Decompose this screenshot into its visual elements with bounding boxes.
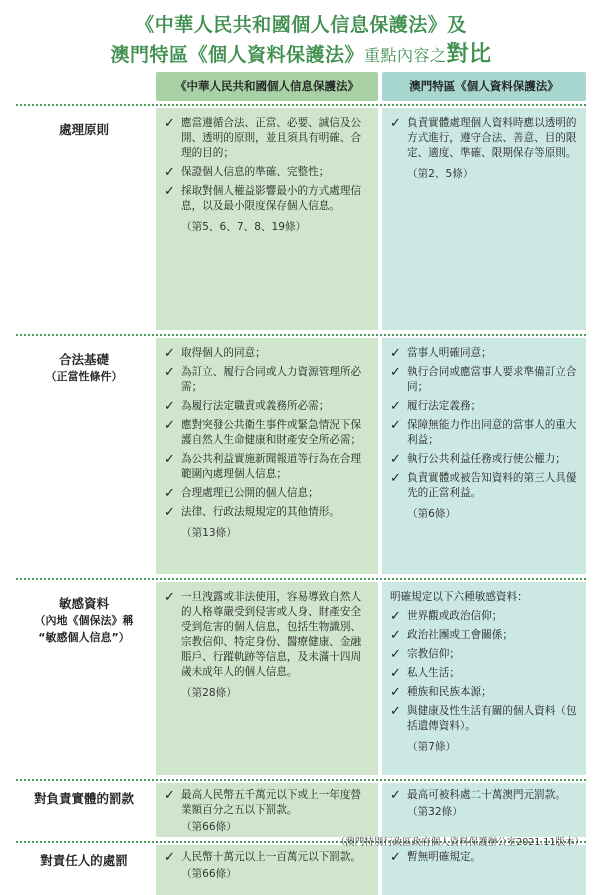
check-icon: ✓ [164, 116, 175, 131]
item-text: 與健康及性生活有關的個人資料（包括遺傳資料）。 [407, 705, 577, 732]
row-separator [16, 334, 586, 336]
mainland-cell [156, 108, 378, 330]
article-reference: （第6條） [407, 508, 457, 520]
check-icon: ✓ [390, 788, 401, 803]
check-icon: ✓ [164, 505, 175, 520]
list-item [390, 418, 578, 448]
list-item [164, 165, 370, 180]
article-reference: （第66條） [181, 868, 237, 880]
list-item [164, 346, 370, 361]
item-text: 履行法定義務； [407, 400, 482, 412]
article-reference: （第7條） [407, 741, 457, 753]
item-text: 執行公共利益任務或行使公權力； [407, 453, 566, 465]
item-text: 保證個人信息的準確、完整性； [181, 166, 330, 178]
list-item [164, 418, 370, 448]
item-text: 世界觀或政治信仰； [407, 610, 503, 622]
article-reference: （第5、6、7、8、19條） [181, 221, 307, 233]
item-text: 保障無能力作出同意的當事人的重大利益； [407, 419, 577, 446]
list-item [390, 452, 578, 467]
list-item [164, 850, 370, 865]
check-icon: ✓ [390, 471, 401, 486]
item-text: 一旦洩露或非法使用，容易導致自然人的人格尊嚴受到侵害或人身、財產安全受到危害的個人信息，包括生物識別、宗教信仰、特定身份、醫療健康、金融賬戶、行蹤軌跡等信息，及未滿十四周歲未成年人的個人信息。 [181, 591, 362, 678]
category-label: 敏感資料 [58, 596, 109, 611]
item-text: 為履行法定職責或義務所必需； [181, 400, 330, 412]
list-item [390, 850, 578, 865]
item-text: 暫無明確規定。 [407, 851, 482, 863]
page-title-line2 [0, 37, 602, 68]
item-text: 當事人明確同意； [407, 347, 492, 359]
item-text: 法律、行政法規規定的其他情形。 [181, 506, 340, 518]
check-icon: ✓ [390, 685, 401, 700]
check-icon: ✓ [390, 647, 401, 662]
row-separator [16, 104, 586, 106]
row-category [16, 594, 152, 646]
list-item [164, 505, 370, 520]
item-text: 為公共利益實施新聞報道等行為在合理範圍內處理個人信息； [181, 453, 362, 480]
check-icon: ✓ [164, 165, 175, 180]
row-category [16, 120, 152, 138]
title-line2-part-a: 澳門特區《個人資料保護法》 [110, 44, 364, 66]
item-text: 最高人民幣五千萬元以下或上一年度營業額百分之五以下罰款。 [181, 789, 362, 816]
table-header-row [16, 72, 586, 101]
item-text: 為訂立、履行合同或人力資源管理所必需； [181, 366, 362, 393]
category-label: 合法基礎 [58, 352, 109, 367]
article-reference: （第13條） [181, 527, 237, 539]
macao-cell [382, 582, 586, 775]
check-icon: ✓ [164, 590, 175, 605]
table-row [16, 783, 586, 837]
check-icon: ✓ [390, 346, 401, 361]
row-separator [16, 779, 586, 781]
title-line1-text: 《中華人民共和國個人信息保護法》及 [135, 14, 467, 36]
list-item [390, 704, 578, 734]
list-item [390, 628, 578, 643]
item-text: 宗教信仰； [407, 648, 460, 660]
page-title-line1 [0, 10, 602, 37]
mainland-cell [156, 582, 378, 775]
article-reference: （第2、5條） [407, 168, 474, 180]
category-sublabel-2: “敏感個人信息”） [38, 631, 130, 644]
title-line2-part-c: 對比 [446, 42, 492, 67]
list-item [390, 685, 578, 700]
table-row [16, 338, 586, 574]
source-footnote: （澳門特別行政區政府個人資料保護辦公室2021.11版本） [335, 837, 584, 848]
check-icon: ✓ [390, 116, 401, 131]
check-icon: ✓ [164, 486, 175, 501]
list-item [164, 486, 370, 501]
item-text: 私人生活； [407, 667, 460, 679]
row-category [16, 350, 152, 385]
check-icon: ✓ [390, 399, 401, 414]
check-icon: ✓ [390, 365, 401, 380]
check-icon: ✓ [390, 704, 401, 719]
check-icon: ✓ [164, 399, 175, 414]
item-text: 採取對個人權益影響最小的方式處理信息，以及最小限度保存個人信息。 [181, 185, 362, 212]
category-label: 處理原則 [58, 122, 109, 137]
article-reference: （第32條） [407, 806, 463, 818]
item-text: 執行合同或應當事人要求準備訂立合同； [407, 366, 577, 393]
list-item [164, 116, 370, 161]
list-item [390, 365, 578, 395]
check-icon: ✓ [164, 418, 175, 433]
list-item [164, 399, 370, 414]
check-icon: ✓ [164, 788, 175, 803]
macao-cell [382, 783, 586, 837]
list-item [164, 788, 370, 818]
item-text: 負責實體處理個人資料時應以透明的方式進行，遵守合法、善意、目的限定、適度、準確、限期保存等原則。 [407, 117, 577, 159]
list-item [390, 399, 578, 414]
row-category [16, 851, 152, 869]
item-text: 負責實體或被告知資料的第三人具優先的正當利益。 [407, 472, 577, 499]
category-sublabel: （內地《個保法》稱 [34, 614, 134, 627]
list-item [164, 590, 370, 680]
list-item [390, 666, 578, 681]
category-label: 對負責實體的罰款 [33, 791, 134, 806]
list-item [390, 609, 578, 624]
list-item [164, 184, 370, 214]
check-icon: ✓ [390, 850, 401, 865]
mainland-cell [156, 338, 378, 574]
list-item [164, 452, 370, 482]
article-reference: （第66條） [181, 821, 237, 833]
row-category [16, 789, 152, 807]
list-item [390, 647, 578, 662]
item-text: 應當遵循合法、正當、必要、誠信及公開、透明的原則，並且須具有明確、合理的目的； [181, 117, 362, 159]
category-label: 對責任人的處罰 [40, 853, 128, 868]
item-text: 政治社團或工會關係； [407, 629, 513, 641]
item-text: 合理處理已公開的個人信息； [181, 487, 319, 499]
list-item [390, 116, 578, 161]
check-icon: ✓ [164, 365, 175, 380]
header-mainland-law: 《中華人民共和國個人信息保護法》 [156, 72, 378, 101]
item-text: 種族和民族本源； [407, 686, 492, 698]
article-reference: （第28條） [181, 687, 237, 699]
item-text: 應對突發公共衛生事件或緊急情況下保護自然人生命健康和財產安全所必需； [181, 419, 362, 446]
list-item [390, 471, 578, 501]
check-icon: ✓ [390, 666, 401, 681]
category-sublabel: （正當性條件） [45, 370, 123, 383]
check-icon: ✓ [164, 184, 175, 199]
check-icon: ✓ [164, 452, 175, 467]
mainland-cell [156, 783, 378, 837]
header-macao-law: 澳門特區《個人資料保護法》 [382, 72, 586, 101]
list-item [390, 346, 578, 361]
row-separator [16, 578, 586, 580]
item-text: 取得個人的同意； [181, 347, 266, 359]
macao-cell [382, 108, 586, 330]
check-icon: ✓ [390, 452, 401, 467]
title-line2-part-b: 重點內容之 [363, 46, 447, 65]
item-text: 最高可被科處二十萬澳門元罰款。 [407, 789, 566, 801]
check-icon: ✓ [164, 850, 175, 865]
table-row [16, 108, 586, 330]
list-intro: 明確規定以下六種敏感資料： [390, 591, 528, 603]
item-text: 人民幣十萬元以上一百萬元以下罰款。 [181, 851, 362, 863]
check-icon: ✓ [390, 418, 401, 433]
macao-cell [382, 845, 586, 895]
check-icon: ✓ [390, 628, 401, 643]
check-icon: ✓ [390, 609, 401, 624]
macao-cell [382, 338, 586, 574]
table-row [16, 845, 586, 895]
mainland-cell [156, 845, 378, 895]
table-row [16, 582, 586, 775]
list-item [164, 365, 370, 395]
list-item [390, 788, 578, 803]
check-icon: ✓ [164, 346, 175, 361]
